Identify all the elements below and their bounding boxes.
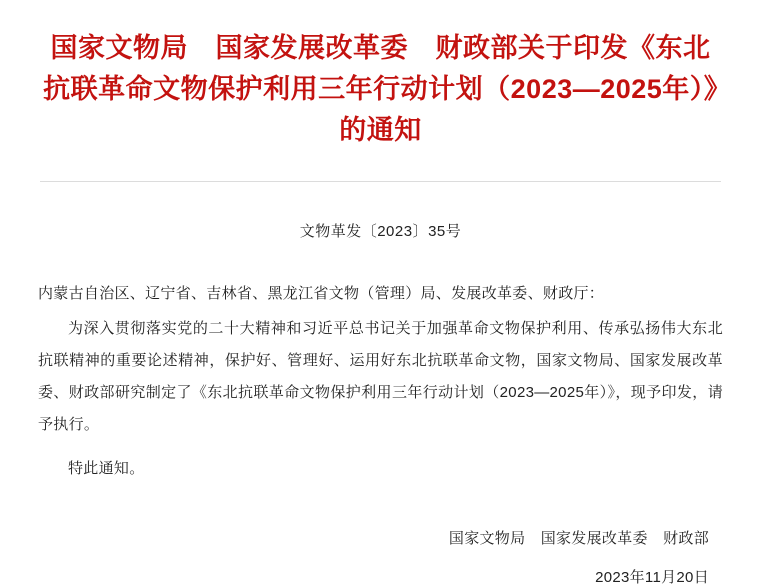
signature-block xyxy=(38,527,723,548)
document-number: 文物革发〔2023〕35号 xyxy=(299,223,462,240)
recipient-line: 内蒙古自治区、辽宁省、吉林省、黑龙江省文物（管理）局、发展改革委、财政厅： xyxy=(38,285,605,302)
closing-paragraph: 特此通知。 xyxy=(68,460,145,477)
body-paragraph: 为深入贯彻落实党的二十大精神和习近平总书记关于加强革命文物保护利用、传承弘扬伟大东北抗联精神的重要论述精神，保护好、管理好、运用好东北抗联革命文物，国家文物局、国家发展改革委、财政部研究制定了《东北抗联革命文物保护利用三年行动计划（2023—2025年）》，现予印发，请予执行。 xyxy=(38,320,723,433)
document-title: 国家文物局 国家发展改革委 财政部关于印发《东北抗联革命文物保护利用三年行动计划（2023—2025年）》的通知 xyxy=(43,33,718,145)
signing-date: 2023年11月20日 xyxy=(595,569,709,586)
signing-agencies: 国家文物局 国家发展改革委 财政部 xyxy=(448,530,709,547)
title-divider xyxy=(40,181,721,182)
